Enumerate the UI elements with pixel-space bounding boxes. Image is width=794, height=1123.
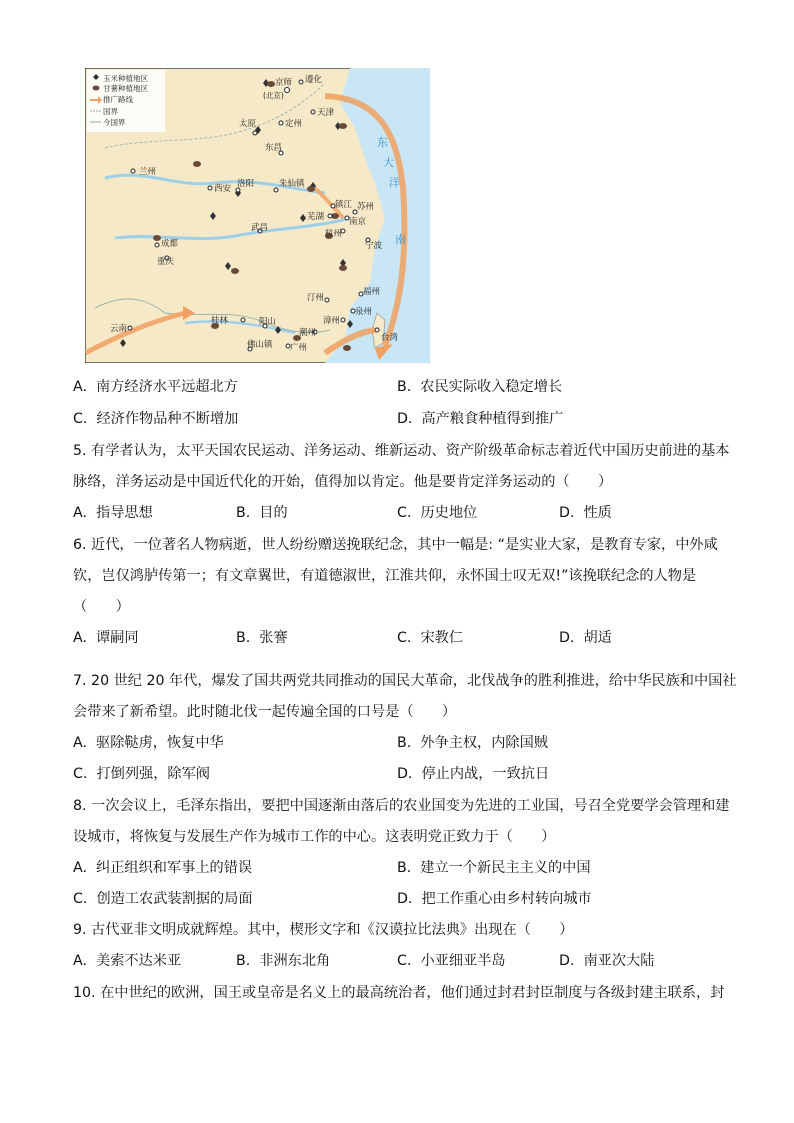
place-yunnan: 云南	[110, 324, 128, 334]
place-zhuxianzhen: 朱仙镇	[279, 179, 305, 189]
option-text: 建立一个新民主主义的中国	[420, 860, 591, 876]
option-letter: D.	[397, 411, 413, 427]
option-letter: A.	[73, 735, 87, 751]
option-letter: B.	[397, 735, 412, 751]
place-xian: 西安	[214, 184, 232, 194]
q9-option-d	[559, 951, 654, 971]
option-letter: D.	[559, 953, 575, 969]
place-zhenjiang: 镇江	[335, 200, 353, 210]
option-letter: C.	[73, 411, 88, 427]
option-letter: C.	[397, 505, 412, 521]
legend-sweet-potato: 甘薯种植地区	[103, 84, 148, 93]
option-letter: C.	[73, 766, 88, 782]
place-chaozhou: 潮州	[299, 328, 317, 338]
place-ningbo: 宁波	[365, 241, 383, 251]
place-taiyuan: 太原	[239, 119, 257, 129]
q5-option-c	[397, 503, 477, 523]
option-letter: B.	[397, 860, 412, 876]
place-zunhua: 遵化	[305, 75, 323, 85]
place-tianjin: 天津	[317, 108, 335, 118]
option-letter: C.	[397, 630, 412, 646]
sea-label-yang: 洋	[389, 176, 400, 189]
option-text: 打倒列强，除军阀	[96, 766, 210, 782]
q8-option-c	[73, 889, 253, 909]
option-text: 指导思想	[96, 505, 153, 521]
q7-line-1: 7. 20 世纪 20 年代，爆发了国共两党共同推动的国民大革命，北伐战争的胜利推进，给中华民族和中国社	[73, 673, 737, 689]
option-text: 目的	[259, 505, 288, 521]
option-letter: A.	[73, 379, 87, 395]
legend-current-border: 今国界	[103, 118, 126, 127]
option-text: 经济作物品种不断增加	[96, 411, 239, 427]
option-letter: A.	[73, 860, 87, 876]
place-chengdu: 成都	[161, 239, 179, 249]
q9-option-a	[73, 951, 181, 971]
option-text: 纠正组织和军事上的错误	[96, 860, 253, 876]
q8-line-2: 设城市，将恢复与发展生产作为城市工作的中心。这表明党正致力于（ ）	[73, 829, 556, 845]
place-dingzhou: 定州	[285, 119, 303, 129]
q7-option-a	[73, 733, 224, 753]
place-zhangzhou: 漳州	[323, 316, 341, 326]
option-letter: B.	[236, 630, 251, 646]
legend-border: 国界	[103, 107, 118, 116]
q4-option-c	[73, 409, 238, 429]
option-text: 非洲东北角	[259, 953, 331, 969]
option-letter: A.	[73, 505, 87, 521]
option-letter: B.	[236, 505, 251, 521]
q6-line-1: 6. 近代，一位著名人物病逝，世人纷纷赠送挽联纪念，其中一幅是: “是实业大家，是教育专家，中外咸	[73, 537, 718, 553]
place-jingshi: 京师	[275, 78, 293, 88]
q6-line-3: （ ）	[73, 599, 130, 615]
option-text: 小亚细亚半岛	[420, 953, 506, 969]
q4-option-d	[397, 409, 563, 429]
q5-option-a	[73, 503, 153, 523]
option-text: 创造工农武装割据的局面	[96, 891, 253, 907]
sea-label-da: 大	[383, 156, 394, 169]
q7-line-2: 会带来了新希望。此时随北伐一起传遍全国的口号是（ ）	[73, 704, 457, 720]
option-text: 停止内战，一致抗日	[421, 766, 550, 782]
q5-line-1: 5. 有学者认为，太平天国农民运动、洋务运动、维新运动、资产阶级革命标志着近代中国历史前进的基本	[73, 443, 730, 459]
option-text: 胡适	[583, 630, 612, 646]
option-letter: D.	[397, 891, 413, 907]
option-letter: D.	[559, 630, 575, 646]
sea-label-dong: 东	[377, 136, 388, 149]
option-letter: D.	[397, 766, 413, 782]
legend-route: 推广路线	[103, 95, 133, 104]
q5-option-d	[559, 503, 612, 523]
q9-line-1: 9. 古代亚非文明成就辉煌。其中，楔形文字和《汉谟拉比法典》出现在（ ）	[73, 922, 574, 938]
option-text: 南亚次大陆	[583, 953, 655, 969]
option-letter: C.	[397, 953, 412, 969]
q8-line-1: 8. 一次会议上，毛泽东指出，要把中国逐渐由落后的农业国变为先进的工业国，号召全党要学会管理和建	[73, 798, 730, 814]
option-text: 农民实际收入稳定增长	[420, 379, 563, 395]
option-text: 谭嗣同	[96, 630, 139, 646]
option-text: 性质	[583, 505, 612, 521]
legend-corn: 玉米种植地区	[103, 74, 148, 83]
q6-line-2: 钦，岂仅鸿胪传第一；有文章翼世，有道德淑世，江淮共仰，永怀国士叹无双!”该挽联纪念的人物是	[73, 568, 697, 584]
option-text: 张謇	[259, 630, 288, 646]
q6-option-c	[397, 628, 463, 648]
place-guilin: 桂林	[211, 316, 229, 326]
place-fuzhou: 福州	[363, 287, 381, 297]
place-nanjing: 南京	[349, 217, 367, 227]
q6-option-d	[559, 628, 612, 648]
q5-line-2: 脉络，洋务运动是中国近代化的开始，值得加以肯定。他是要肯定洋务运动的（ ）	[73, 474, 613, 490]
place-foshanzhen: 佛山镇	[247, 340, 273, 350]
sea-label-nan: 南	[395, 233, 406, 246]
option-text: 美索不达米亚	[96, 953, 182, 969]
place-wuhu: 芜湖	[307, 212, 325, 222]
option-letter: A.	[73, 953, 87, 969]
q4-option-a	[73, 377, 238, 397]
q6-option-b	[236, 628, 288, 648]
q7-option-c	[73, 764, 210, 784]
place-wuchang: 武昌	[251, 223, 269, 233]
place-luoyang: 洛阳	[237, 179, 255, 189]
option-text: 历史地位	[420, 505, 478, 521]
place-beijing: (北京)	[263, 91, 284, 100]
q7-option-d	[397, 764, 549, 784]
place-hangzhou: 杭州	[325, 229, 343, 239]
place-lanzhou: 兰州	[139, 167, 157, 177]
q9-option-c	[397, 951, 506, 971]
q8-option-b	[397, 858, 591, 878]
option-text: 外争主权，内除国贼	[420, 735, 548, 751]
q7-option-b	[397, 733, 548, 753]
option-text: 高产粮食种植得到推广	[421, 411, 564, 427]
place-dongchang: 东昌	[265, 143, 283, 153]
option-text: 南方经济水平远超北方	[96, 379, 238, 395]
sweet-potato-legend-icon	[93, 86, 100, 91]
place-guangzhou: 广州	[290, 343, 308, 353]
option-letter: A.	[73, 630, 87, 646]
option-text: 宋教仁	[420, 630, 464, 646]
option-letter: B.	[397, 379, 412, 395]
q4-option-b	[397, 377, 562, 397]
place-quanzhou: 泉州	[355, 307, 373, 317]
place-tingzhou: 汀州	[307, 293, 325, 303]
place-yangshan: 阳山	[259, 317, 277, 327]
option-text: 把工作重心由乡村转向城市	[421, 891, 592, 907]
option-text: 驱除鞑虏，恢复中华	[96, 735, 224, 751]
option-letter: D.	[559, 505, 575, 521]
option-letter: B.	[236, 953, 251, 969]
q6-option-a	[73, 628, 139, 648]
option-letter: C.	[73, 891, 88, 907]
q8-option-a	[73, 858, 252, 878]
crop-spread-map	[85, 68, 430, 363]
q5-option-b	[236, 503, 288, 523]
place-suzhou: 苏州	[357, 202, 375, 212]
q9-option-b	[236, 951, 330, 971]
place-chongqing: 重庆	[157, 257, 175, 267]
q10-line-1: 10. 在中世纪的欧洲，国王或皇帝是名义上的最高统治者，他们通过封君封臣制度与各级封建主联系，封	[73, 985, 725, 1001]
q8-option-d	[397, 889, 592, 909]
place-taiwan: 台湾	[381, 333, 399, 343]
